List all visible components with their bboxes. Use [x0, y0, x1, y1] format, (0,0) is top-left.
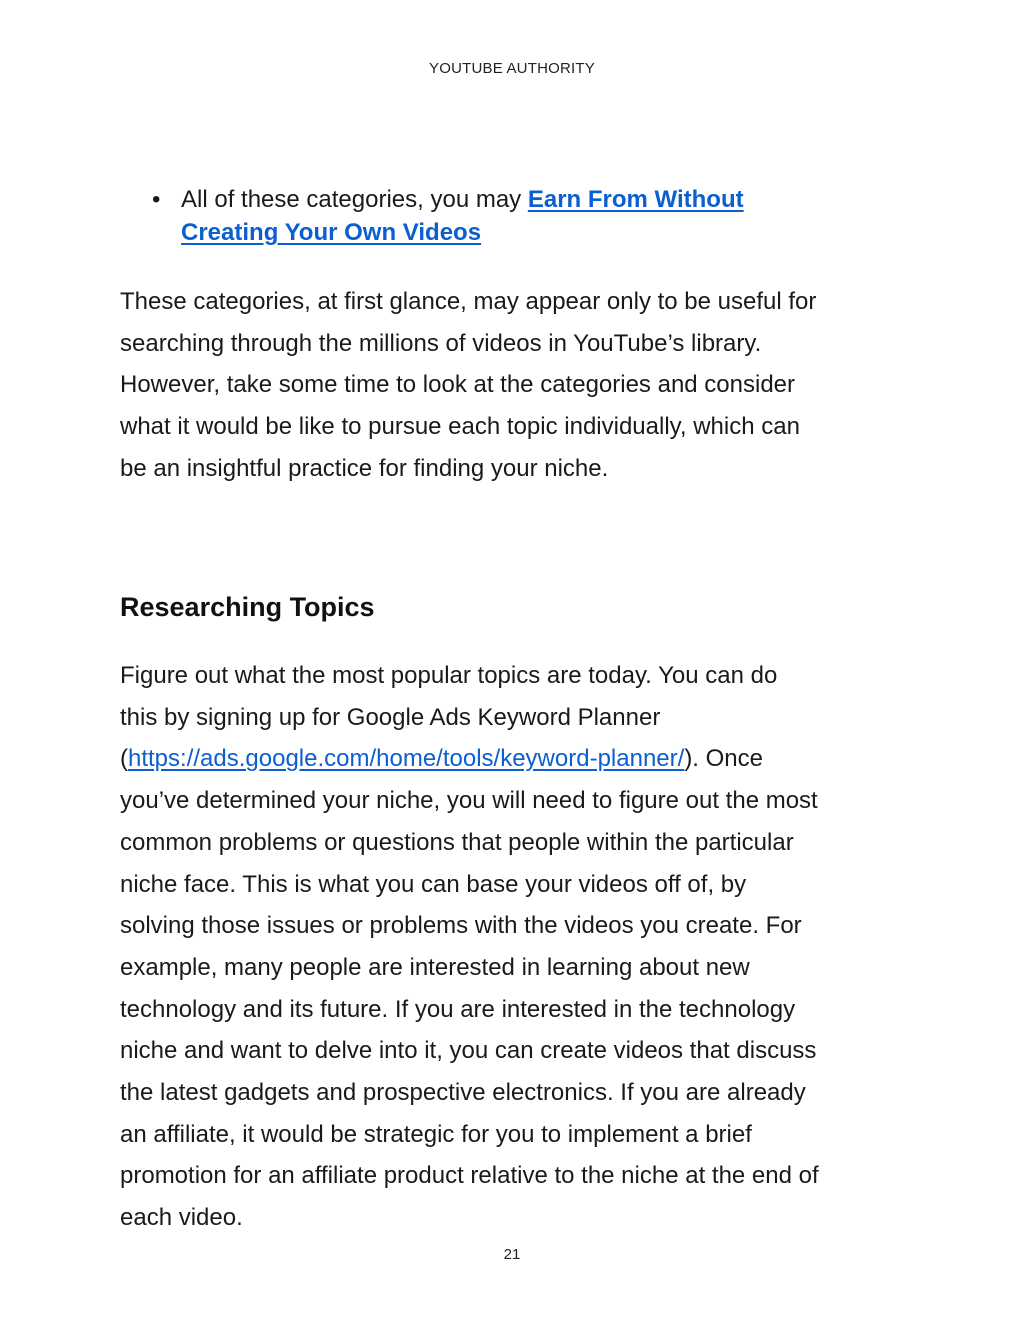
paragraph-categories	[120, 281, 910, 490]
paragraph-line: Figure out what the most popular topics are today. You can do	[120, 662, 778, 689]
paragraph-line: you’ve determined your niche, you will need to figure out the most	[120, 787, 818, 815]
paragraph-line: example, many people are interested in learning about new	[120, 953, 750, 981]
paragraph-line: an affiliate, it would be strategic for you to implement a brief	[120, 1120, 752, 1148]
bullet-item	[152, 183, 852, 249]
bullet-text	[181, 183, 852, 249]
paragraph-line: common problems or questions that people within the particular	[120, 828, 794, 856]
paragraph-line: the latest gadgets and prospective electronics. If you are already	[120, 1079, 806, 1107]
paragraph-line: niche and want to delve into it, you can create videos that discuss	[120, 1037, 817, 1065]
page-number: 21	[503, 1246, 521, 1263]
paragraph-researching	[120, 655, 910, 1239]
paragraph-line: be an insightful practice for finding your niche.	[120, 454, 609, 482]
paragraph-line: niche face. This is what you can base your videos off of, by	[120, 870, 747, 898]
paragraph-line-with-link	[120, 738, 910, 780]
paragraph-line: However, take some time to look at the categories and consider	[120, 371, 796, 399]
open-paren: (	[120, 745, 128, 773]
bullet-marker: •	[152, 186, 161, 213]
paragraph-line: These categories, at first glance, may appear only to be useful for	[120, 288, 817, 315]
bullet-text-before: All of these categories, you may	[181, 186, 528, 213]
paragraph-line: each video.	[120, 1204, 243, 1232]
keyword-planner-link[interactable]: https://ads.google.com/home/tools/keyword-planner/	[128, 745, 685, 773]
paragraph-line: solving those issues or problems with the videos you create. For	[120, 912, 802, 940]
section-heading: Researching Topics	[120, 592, 375, 622]
paragraph-line: searching through the millions of videos in YouTube’s library.	[120, 329, 762, 357]
link-line-2[interactable]: Creating Your Own Videos	[181, 219, 482, 246]
paragraph-line: what it would be like to pursue each topic individually, which can	[120, 413, 800, 441]
after-link-text: ). Once	[684, 745, 764, 773]
link-line-1[interactable]: Earn From Without	[527, 186, 744, 213]
paragraph-line: technology and its future. If you are interested in the technology	[120, 995, 796, 1023]
paragraph-line: this by signing up for Google Ads Keyword Planner	[120, 703, 661, 731]
running-header: YOUTUBE AUTHORITY	[429, 60, 595, 77]
paragraph-line: promotion for an affiliate product relative to the niche at the end of	[120, 1162, 819, 1190]
